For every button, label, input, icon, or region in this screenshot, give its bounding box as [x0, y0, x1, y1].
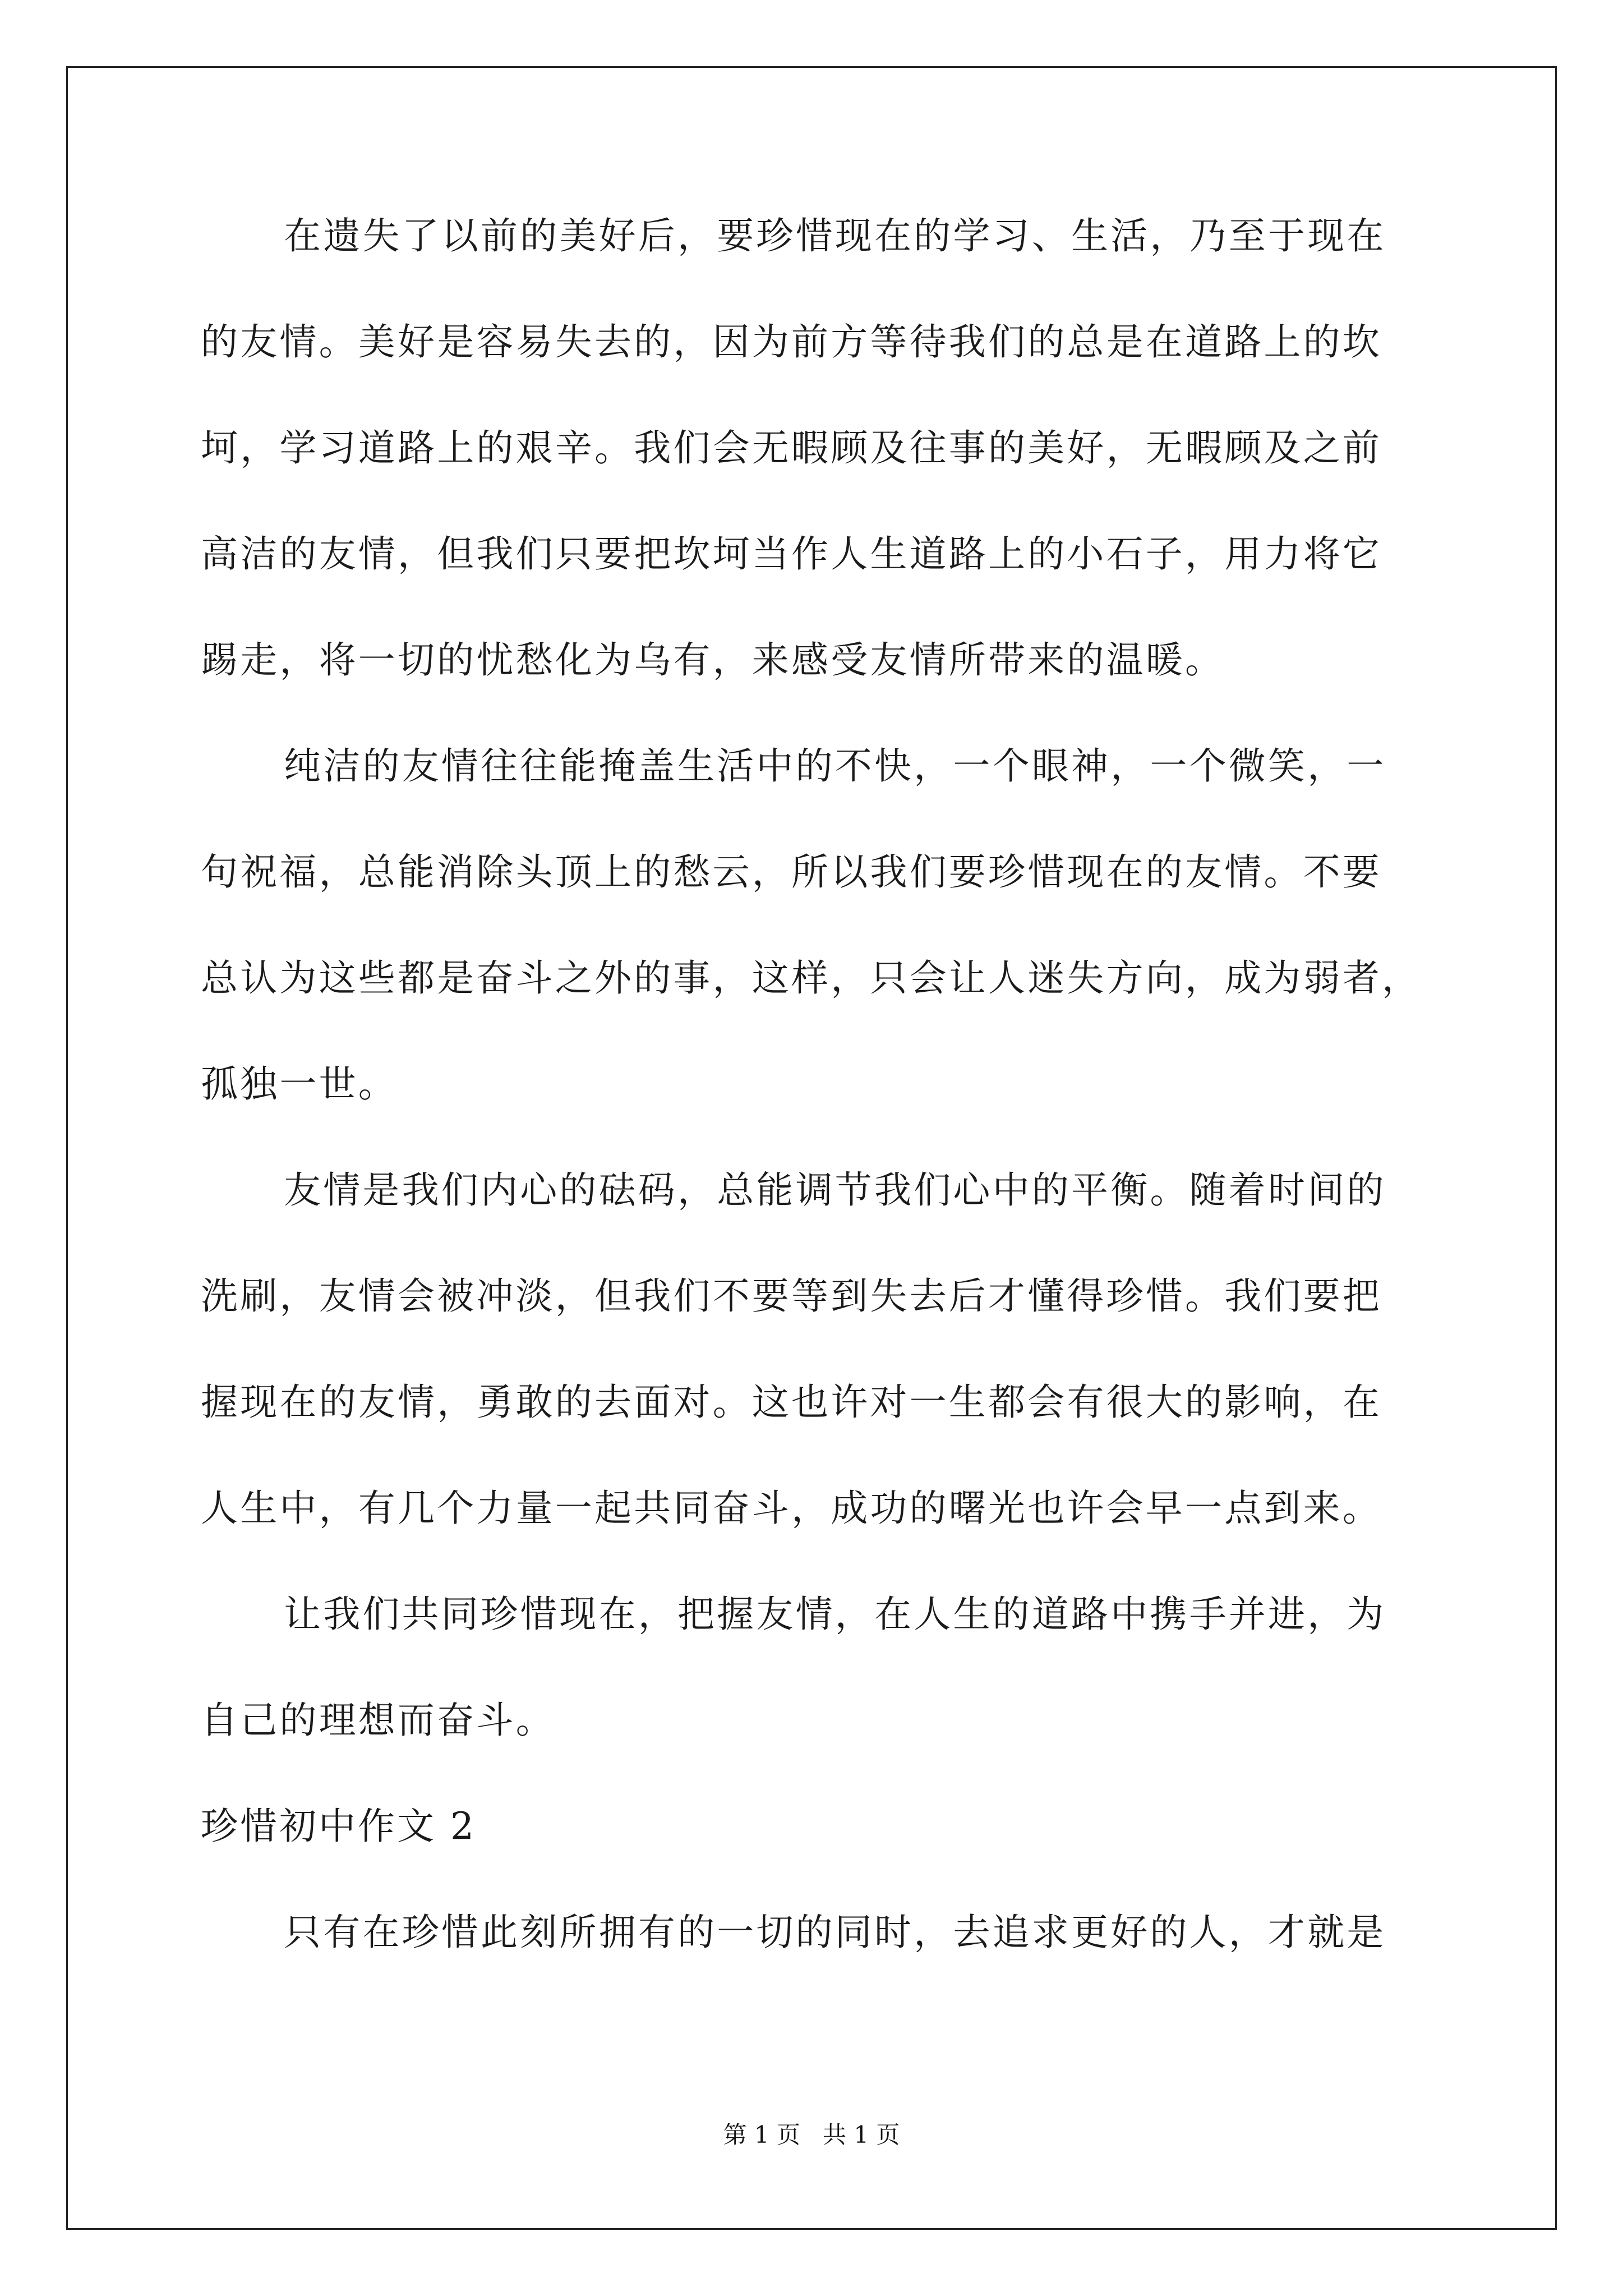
text-line: 人生中，有几个力量一起共同奋斗，成功的曙光也许会早一点到来。: [201, 1487, 1382, 1530]
text-line: 坷，学习道路上的艰辛。我们会无暇顾及往事的美好，无暇顾及之前: [201, 426, 1382, 470]
section-heading: 珍惜初中作文 2: [201, 1805, 476, 1848]
text-line: 踢走，将一切的忧愁化为乌有，来感受友情所带来的温暖。: [201, 638, 1225, 682]
text-line: 句祝福，总能消除头顶上的愁云，所以我们要珍惜现在的友情。不要: [201, 850, 1382, 894]
text-line: 洗刷，友情会被冲淡，但我们不要等到失去后才懂得珍惜。我们要把: [201, 1274, 1382, 1318]
page-number: 第 1 页: [723, 2121, 800, 2148]
text-line: 让我们共同珍惜现在，把握友情，在人生的道路中携手并进，为: [284, 1593, 1386, 1636]
text-line: 只有在珍惜此刻所拥有的一切的同时，去追求更好的人，才就是: [284, 1911, 1386, 1954]
text-line: 总认为这些都是奋斗之外的事，这样，只会让人迷失方向，成为弱者，: [201, 956, 1422, 1000]
page-footer: [0, 2122, 1623, 2148]
text-line: 友情是我们内心的砝码，总能调节我们心中的平衡。随着时间的: [284, 1168, 1386, 1212]
text-line: 握现在的友情，勇敢的去面对。这也许对一生都会有很大的影响，在: [201, 1381, 1382, 1424]
text-line: 纯洁的友情往往能掩盖生活中的不快，一个眼神，一个微笑，一: [284, 744, 1386, 788]
total-pages: 共 1 页: [823, 2121, 900, 2148]
text-line: 孤独一世。: [201, 1062, 398, 1106]
text-line: 自己的理想而奋斗。: [201, 1699, 555, 1742]
text-line: 的友情。美好是容易失去的，因为前方等待我们的总是在道路上的坎: [201, 320, 1382, 364]
text-line: 在遗失了以前的美好后，要珍惜现在的学习、生活，乃至于现在: [284, 214, 1386, 257]
text-line: 高洁的友情，但我们只要把坎坷当作人生道路上的小石子，用力将它: [201, 532, 1382, 576]
document-body: [201, 216, 1429, 2018]
